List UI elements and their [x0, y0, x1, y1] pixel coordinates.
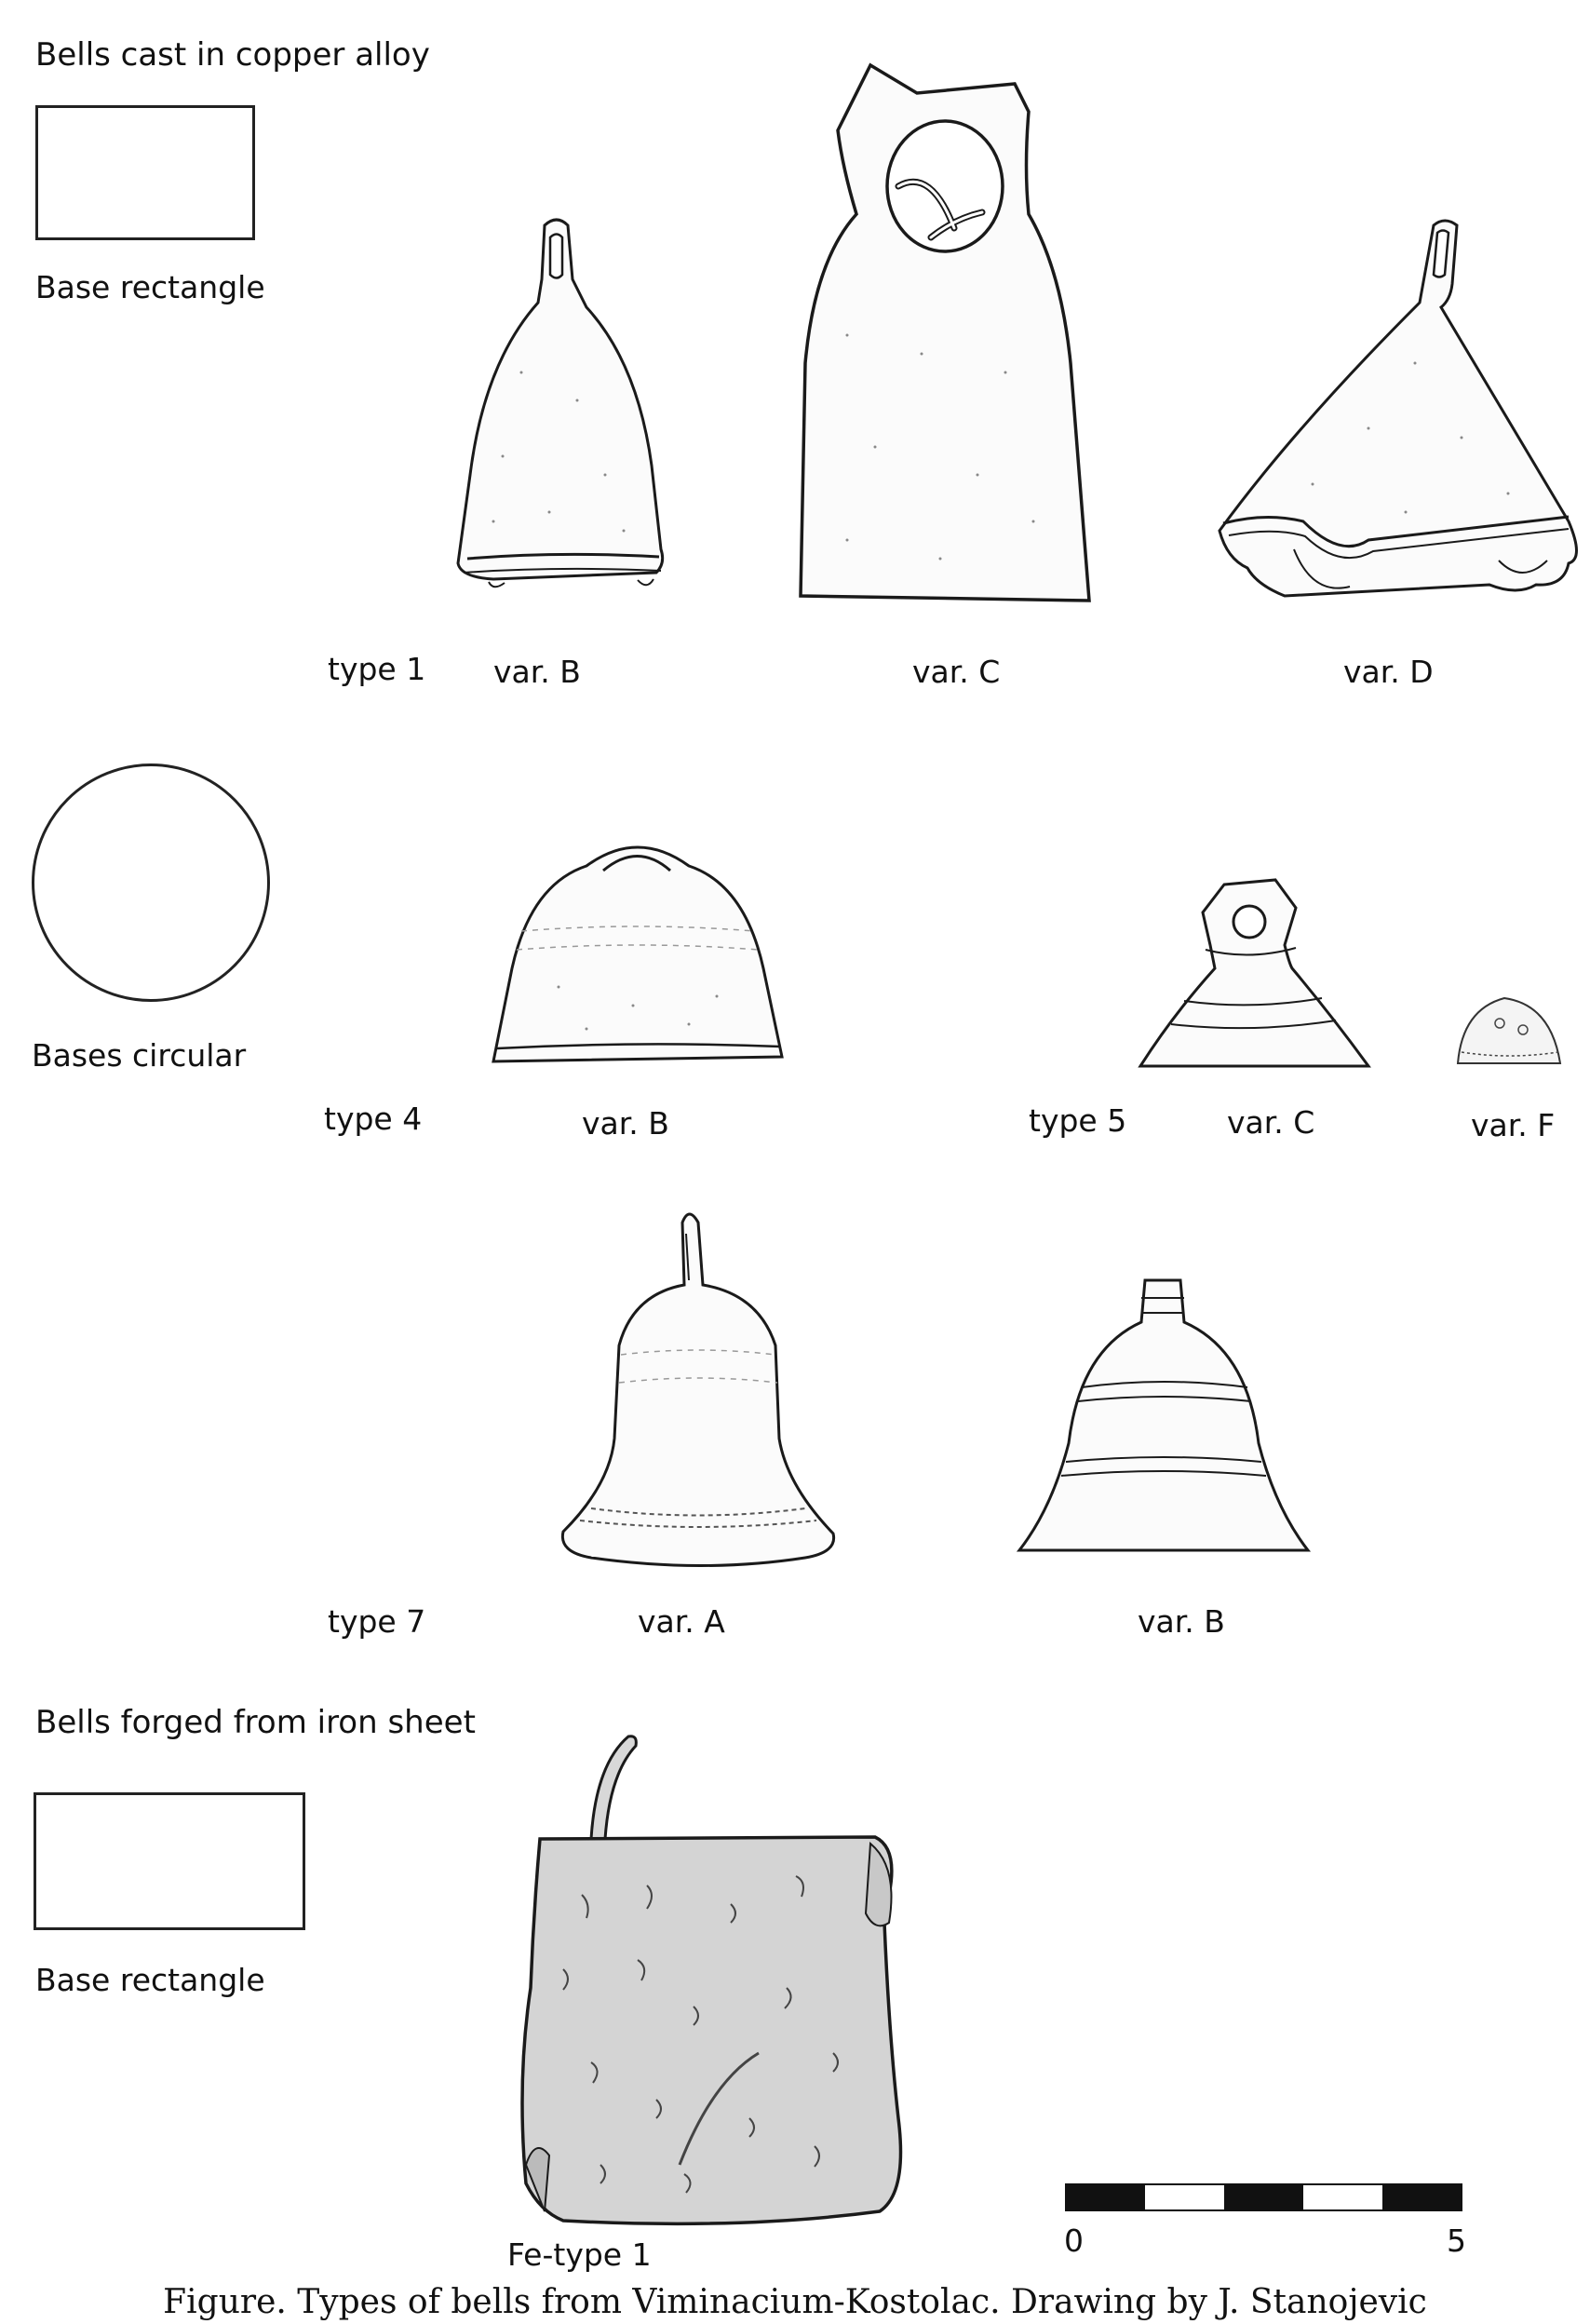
type-7-label: type 7 — [328, 1603, 426, 1640]
type-1-varB-label: var. B — [493, 654, 581, 690]
scale-bar — [1061, 2179, 1471, 2216]
scale-start-label: 0 — [1064, 2223, 1084, 2259]
type-1-varD-label: var. D — [1343, 654, 1434, 690]
bell-fe-type1-drawing — [507, 1727, 917, 2239]
bell-type5-varF-drawing — [1449, 991, 1570, 1069]
bell-type7-varB-drawing — [1015, 1276, 1313, 1555]
scale-bar-segment — [1382, 2184, 1462, 2210]
bell-type7-varA-drawing — [554, 1206, 842, 1569]
type-1-varC-label: var. C — [912, 654, 1001, 690]
type-7-varA-label: var. A — [638, 1603, 725, 1640]
type-5-label: type 5 — [1029, 1102, 1127, 1139]
type-5-varC-label: var. C — [1227, 1104, 1315, 1141]
type-7-varB-label: var. B — [1138, 1603, 1225, 1640]
scale-bar-segment — [1066, 2184, 1145, 2210]
fe-type-1-label: Fe-type 1 — [507, 2236, 652, 2273]
bell-type5-varC-drawing — [1136, 875, 1378, 1071]
type-4-varB-label: var. B — [582, 1105, 669, 1142]
figure-caption: Figure. Types of bells from Viminacium-Kostolac. Drawing by J. Stanojevic — [163, 2283, 1427, 2321]
scale-end-label: 5 — [1447, 2223, 1466, 2259]
base-rectangle-label-iron: Base rectangle — [35, 1962, 265, 1998]
base-rectangle-shape — [35, 105, 255, 240]
type-1-label: type 1 — [328, 651, 426, 687]
bell-type1-varB-drawing — [438, 214, 689, 605]
bell-type4-varB-drawing — [484, 829, 791, 1071]
base-rectangle-shape-iron — [34, 1792, 305, 1930]
bell-type1-varD-drawing — [1201, 214, 1590, 605]
base-rectangle-label: Base rectangle — [35, 269, 265, 305]
section-title-cast: Bells cast in copper alloy — [35, 36, 430, 74]
section-title-iron: Bells forged from iron sheet — [35, 1704, 476, 1741]
type-4-label: type 4 — [324, 1101, 423, 1137]
base-circle-shape — [32, 763, 270, 1002]
scale-bar-segment — [1224, 2184, 1303, 2210]
type-5-varF-label: var. F — [1471, 1107, 1556, 1143]
bases-circular-label: Bases circular — [32, 1037, 247, 1074]
bell-type1-varC-drawing — [791, 56, 1108, 605]
